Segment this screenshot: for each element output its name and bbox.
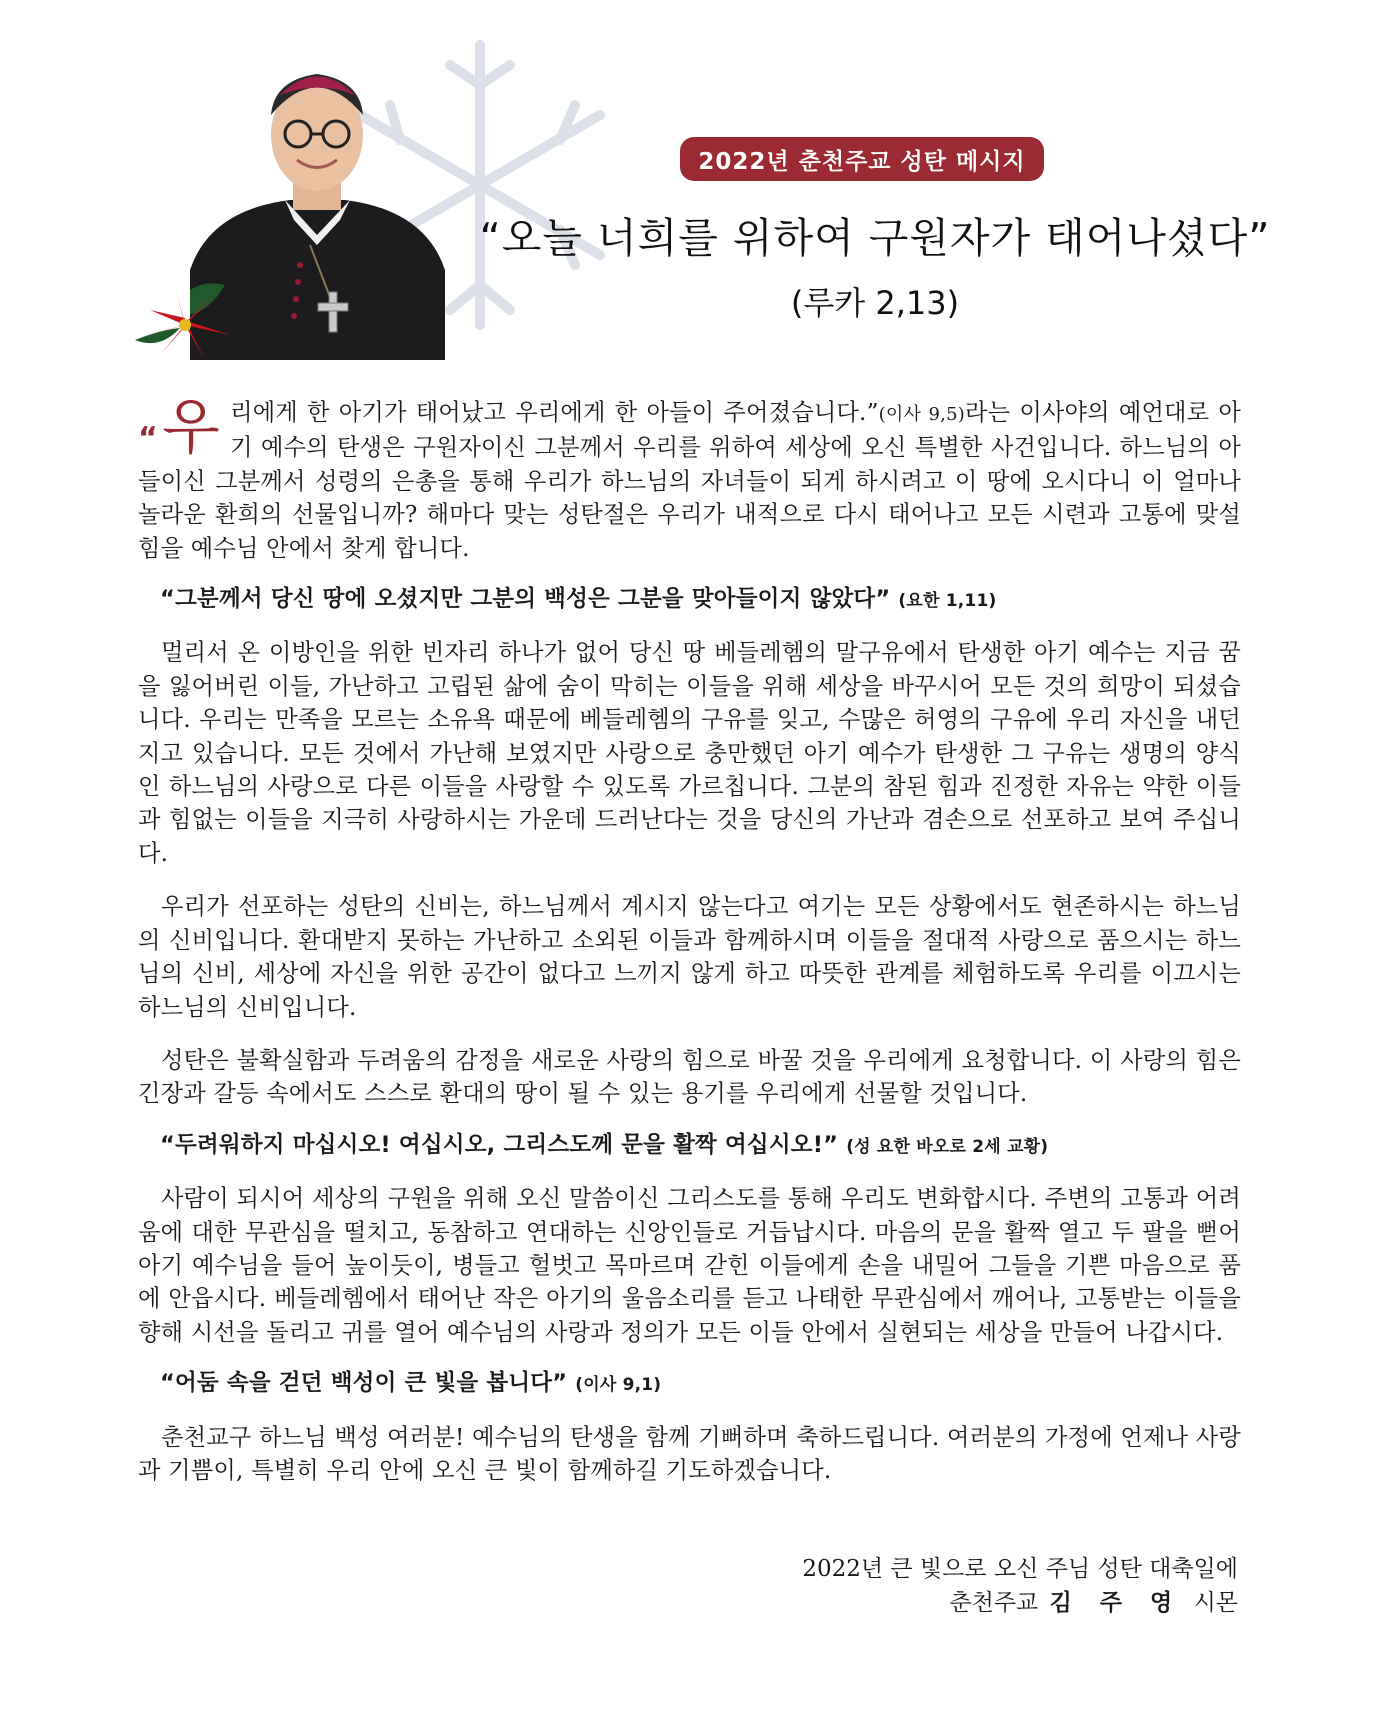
paragraph-3: 우리가 선포하는 성탄의 신비는, 하느님께서 계시지 않는다고 여기는 모든 상황에서도 현존하시는 하느님의 신비입니다. 환대받지 못하는 가난하고 소외된 이들과 함께하시며 이들을 절대적 사랑으로 품으시는 하느님의 신비, 세상에 자신을 위한 공간이 없다고 느끼지 않게 하고 따뜻한 관계를 체험하도록 우리를 이끄시는 하느님의 신비입니다. — [138, 893, 1241, 1021]
drop-cap: “우 — [138, 393, 221, 463]
poinsettia-icon — [130, 280, 240, 365]
quote-2-citation: (성 요한 바오로 2세 교황) — [846, 1136, 1049, 1157]
paragraph-4: 성탄은 불확실함과 두려움의 감정을 새로운 사랑의 힘으로 바꿀 것을 우리에게 요청합니다. 이 사랑의 힘은 긴장과 갈등 속에서도 스스로 환대의 땅이 될 수 있는 용기를 우리에게 선물할 것입니다. — [138, 1046, 1241, 1108]
signature-name-line: 춘천주교 김 주 영 시몬 — [949, 1590, 1238, 1616]
open-quote-mark: “ — [138, 421, 158, 456]
signature-block — [802, 1552, 1238, 1620]
header — [0, 0, 1386, 385]
message-body — [138, 393, 1241, 1487]
paragraph-5: 사람이 되시어 세상의 구원을 위해 오신 말씀이신 그리스도를 통해 우리도 변화합시다. 주변의 고통과 어려움에 대한 무관심을 떨치고, 동참하고 연대하는 신앙인들로 거듭납시다. 마음의 문을 활짝 열고 두 팔을 뻗어 아기 예수님을 들어 높이듯이, 병들고 헐벗고 목마르며 갇힌 이들에게 손을 내밀어 그들을 기쁜 마음으로 품에 안읍시다. 베들레헴에서 태어난 작은 아기의 울음소리를 듣고 나태한 무관심에서 깨어나, 고통받는 이들을 향해 시선을 돌리고 귀를 열어 예수님의 사랑과 정의가 모든 이들 안에서 실현되는 세상을 만들어 나갑시다. — [138, 1185, 1241, 1346]
paragraph-2: 멀리서 온 이방인을 위한 빈자리 하나가 없어 당신 땅 베들레헴의 말구유에서 탄생한 아기 예수는 지금 꿈을 잃어버린 이들, 가난하고 고립된 삶에 숨이 막히는 이들을 위해 세상을 바꾸시어 모든 것의 희망이 되셨습니다. 우리는 만족을 모르는 소유욕 때문에 베들레헴의 구유를 잊고, 수많은 허영의 구유에 우리 자신을 내던지고 있습니다. 모든 것에서 가난해 보였지만 사랑으로 충만했던 아기 예수가 탄생한 그 구유는 생명의 양식인 하느님의 사랑으로 다른 이들을 사랑할 수 있도록 가르칩니다. 그분의 참된 힘과 진정한 자유는 약한 이들과 힘없는 이들을 지극히 사랑하시는 가운데 드러난다는 것을 당신의 가난과 겸손으로 선포하고 보여 주십니다. — [138, 639, 1241, 867]
intro-reference: (이사 9,5) — [878, 404, 965, 425]
intro-text-start: 리에게 한 아기가 태어났고 우리에게 한 아들이 주어졌습니다.” — [230, 399, 879, 426]
scripture-quote-1: “그분께서 당신 땅에 오셨지만 그분의 백성은 그분을 맞아들이지 않았다” (요한 1,11) — [160, 586, 997, 613]
title-citation: (루카 2,13) — [790, 284, 960, 322]
scripture-quote-3: “어둠 속을 걷던 백성이 큰 빛을 봅니다” (이사 9,1) — [160, 1370, 662, 1397]
scripture-quote-2: “두려워하지 마십시오! 여십시오, 그리스도께 문을 활짝 여십시오!” (성 요한 바오로 2세 교황) — [160, 1131, 1049, 1158]
intro-text-rest: 라는 이사야의 예언대로 아기 예수의 탄생은 구원자이신 그분께서 우리를 위하여 세상에 오신 특별한 사건입니다. 하느님의 아들이신 그분께서 성령의 은총을 통해 우리가 하느님의 자녀들이 되게 하시려고 이 땅에 오시다니 이 얼마나 놀라운 환희의 선물입니까? 해마다 맞는 성탄절은 우리가 내적으로 다시 태어나고 모든 시련과 고통에 맞설 힘을 예수님 안에서 찾게 합니다. — [138, 399, 1241, 562]
quote-1-citation: (요한 1,11) — [898, 591, 997, 612]
author-name: 김 주 영 — [1049, 1590, 1183, 1616]
quote-3-citation: (이사 9,1) — [575, 1375, 662, 1396]
paragraph-6: 춘천교구 하느님 백성 여러분! 예수님의 탄생을 함께 기뻐하며 축하드립니다. 여러분의 가정에 언제나 사랑과 기쁨이, 특별히 우리 안에 오신 큰 빛이 함께하길 기도하겠습니다. — [138, 1423, 1241, 1484]
message-badge: 2022년 춘천주교 성탄 메시지 — [680, 137, 1044, 181]
intro-paragraph — [138, 393, 1241, 565]
page-title: “오늘 너희를 위하여 구원자가 태어나셨다” — [479, 214, 1271, 262]
signature-date-line: 2022년 큰 빛으로 오신 주님 성탄 대축일에 — [802, 1556, 1238, 1582]
